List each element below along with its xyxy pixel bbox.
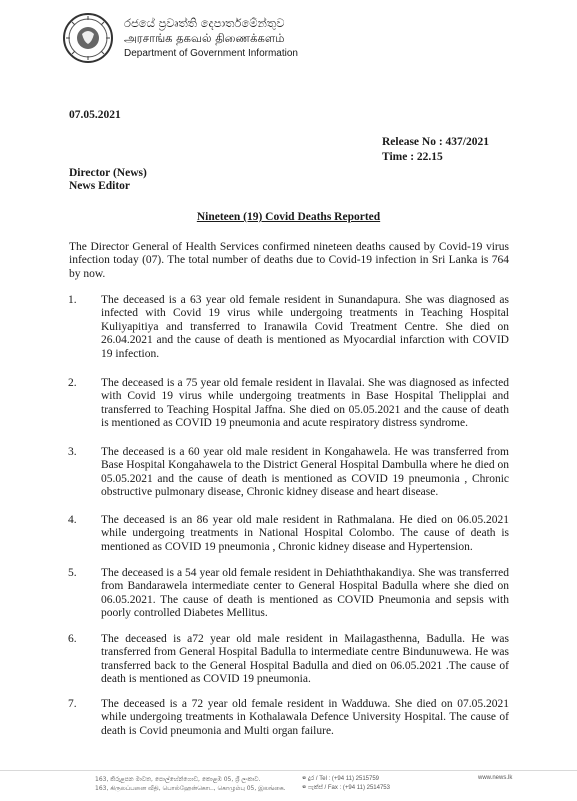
- department-name: [124, 16, 298, 61]
- recipients: [69, 167, 147, 194]
- item-text: The deceased is a 60 year old male resident in Kongahawela. He was transferred from Base Hospital Kongahawela to the District General Hospital Dambulla where he died on 05.05.2021 and the cause of death is mentioned as COVID 19 pneumonia , Chronic obstructive pulmonary disease, Chronic kidney disease and heart disease.: [101, 446, 509, 499]
- footer-contact: [302, 775, 390, 793]
- item-text: The deceased is an 86 year old male resident in Rathmalana. He died on 06.05.2021 while undergoing treatments in National Hospital Colombo. The cause of death is mentioned as COVID 19 pneumonia , Chronic kidney disease and Hypertension.: [101, 514, 509, 553]
- footer-website[interactable]: www.news.lk: [478, 775, 513, 781]
- address-tamil: 163, கிருலப்பனை வீதி, பொல்ஹேன்கொட, கொழும்பு 05, இலங்கை.: [95, 785, 286, 792]
- release-time: Time : 22.15: [382, 151, 443, 163]
- document-date: 07.05.2021: [69, 109, 121, 121]
- item-number: 5.: [68, 567, 77, 579]
- item-number: 2.: [68, 377, 77, 389]
- recipient: Director (News): [69, 167, 147, 179]
- government-emblem-icon: [62, 12, 114, 64]
- address-sinhala: 163, කිරුළපන මාවත, පොල්හේන්ගොඩ, කොළඹ 05, ශ්‍රී ලංකාව.: [95, 776, 261, 783]
- recipient: News Editor: [69, 180, 131, 193]
- footer-address: [95, 775, 286, 793]
- item-number: 6.: [68, 633, 77, 645]
- item-number: 7.: [68, 698, 77, 710]
- department-name-sinhala: රජයේ ප්‍රවෘත්ති දෙපාර්තමේන්තුව: [124, 16, 285, 30]
- item-text: The deceased is a 63 year old female resident in Sunandapura. She was diagnosed as infected with Covid 19 virus while undergoing treatments in Teaching Hospital Kuliyapitiya and transferred to Iranawila Covid Treatment Centre. She died on 26.04.2021 and the cause of death is mentioned as Myocardial infarction with COVID 19 infection.: [101, 294, 509, 360]
- department-name-tamil: அரசாங்க தகவல் திணைக்களம்: [124, 31, 285, 45]
- item-number: 4.: [68, 514, 77, 526]
- item-number: 3.: [68, 446, 77, 458]
- document-title: Nineteen (19) Covid Deaths Reported: [196, 211, 381, 223]
- item-text: The deceased is a 75 year old female resident in Ilavalai. She was diagnosed as infected with Covid 19 virus while undergoing treatments in Base Hospital Thelipplai and transferred to Teaching Hospital Jaffna. She died on 05.05.2021 and the cause of death is mentioned as COVID 19 pneumonia and acute respiratory distress syndrome.: [101, 377, 509, 430]
- intro-paragraph: The Director General of Health Services confirmed nineteen deaths caused by Covid-19 virus infection today (07). The total number of deaths due to Covid-19 infection in Sri Lanka is 764 by now.: [69, 241, 509, 280]
- letterhead-footer: [0, 770, 577, 801]
- phone-number: ☎ දුර / Tel : (+94 11) 2515759: [302, 776, 380, 782]
- release-number: Release No : 437/2021: [382, 136, 489, 148]
- fax-number: ☎ ෆැක්ස් / Fax : (+94 11) 2514753: [302, 785, 390, 791]
- item-text: The deceased is a72 year old male resident in Mailagasthenna, Badulla. He was transferred from General Hospital Badulla to intermediate centre Bindunuwewa. He was transferred back to the General Hospital Badulla and died on 06.05.2021 .The cause of death is mentioned as COVID 19 pneumonia.: [101, 633, 509, 686]
- item-text: The deceased is a 54 year old female resident in Dehiaththakandiya. She was transferred from Bandarawela intermediate center to General Hospital Badulla where she died on 06.05.2021. The cause of death is mentioned as COVID Pneumonia and sepsis with poorly controlled Diabetes Mellitus.: [101, 567, 509, 620]
- department-name-english: Department of Government Information: [124, 48, 298, 59]
- item-text: The deceased is a 72 year old female resident in Wadduwa. She died on 07.05.2021 while undergoing treatments in Kothalawala Defence University Hospital. The cause of death is Covid pneumonia and Multi organ failure.: [101, 698, 509, 737]
- item-number: 1.: [68, 294, 77, 306]
